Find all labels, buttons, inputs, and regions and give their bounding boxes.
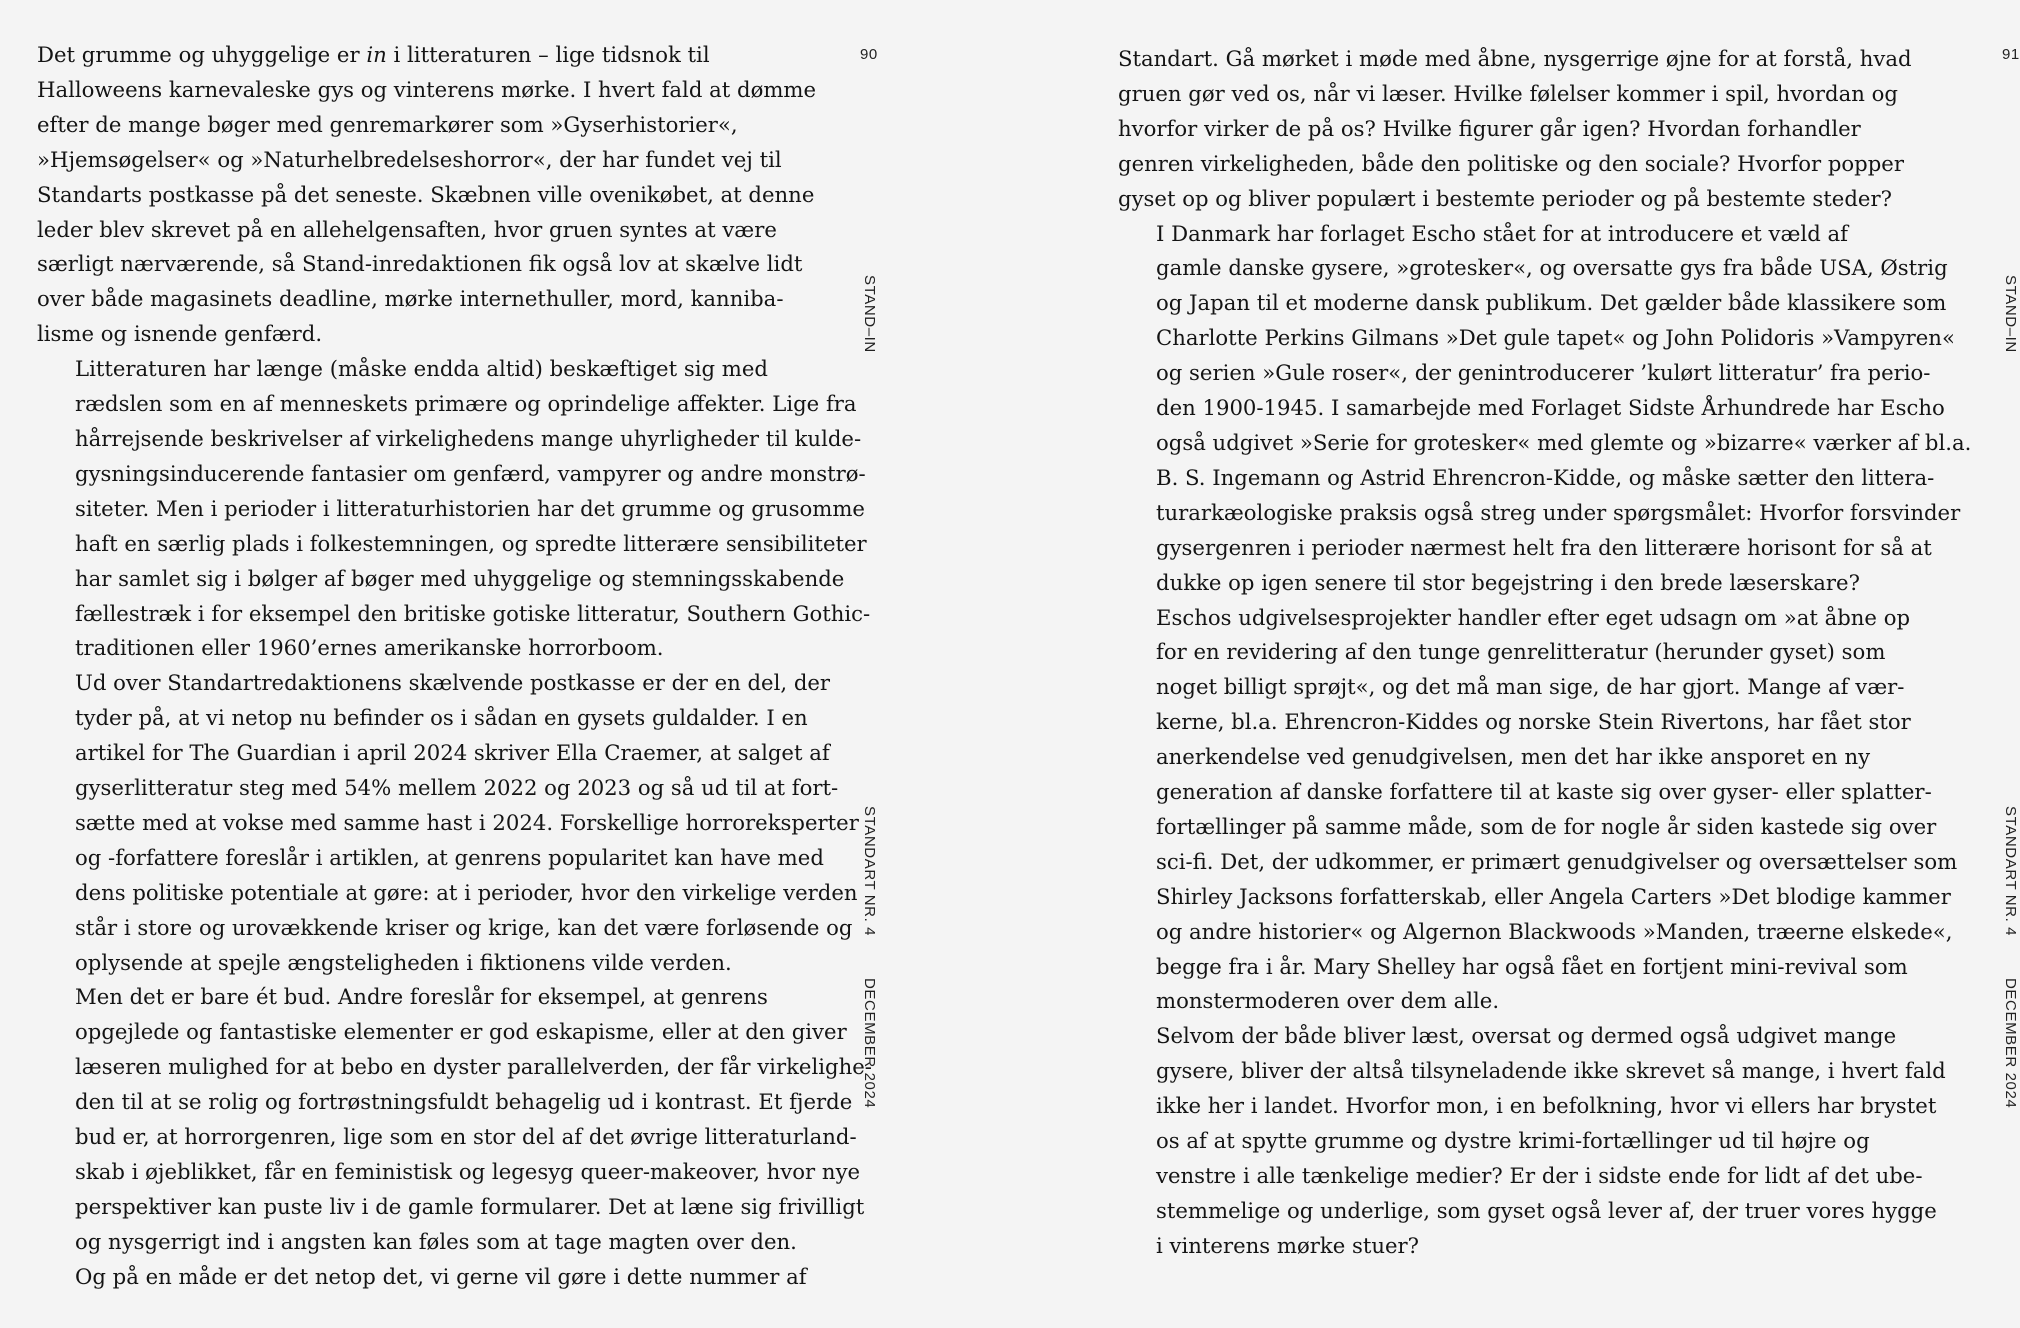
text-line: haft en særlig plads i folkestemningen, og spredte litterære sensibiliteter	[75, 530, 867, 556]
text-line: artikel for The Guardian i april 2024 skriver Ella Craemer, at salget af	[75, 740, 830, 766]
text-line: skab i øjeblikket, får en feministisk og legesyg queer-makeover, hvor nye	[75, 1159, 861, 1184]
paragraph	[37, 666, 859, 980]
paragraph	[1118, 1019, 1946, 1263]
text-fragment: i litteraturen – lige tidsnok til	[386, 42, 710, 67]
text-line: lisme og isnende genfærd.	[37, 321, 323, 347]
text-line: står i store og urovækkende kriser og krige, kan det være forløsende og	[75, 914, 853, 940]
text-line: og nysgerrigt ind i angsten kan føles som at tage magten over den.	[75, 1228, 797, 1254]
text-line: gruen gør ved os, når vi læser. Hvilke følelser kommer i spil, hvordan og	[1118, 80, 1898, 106]
text-line: anerkendelse ved genudgivelsen, men det har ikke ansporet en ny	[1156, 744, 1871, 770]
text-line: Standart. Gå mørket i møde med åbne, nysgerrige øjne for at forstå, hvad	[1118, 46, 1912, 71]
text-line: og -forfattere foreslår i artiklen, at genrens popularitet kan have med	[75, 844, 824, 870]
right-page	[960, 0, 2020, 1328]
text-line: Eschos udgivelsesprojekter handler efter eget udsagn om »at åbne op	[1156, 604, 1911, 630]
text-line: hvorfor virker de på os? Hvilke figurer går igen? Hvordan forhandler	[1118, 115, 1861, 141]
text-line: Halloweens karnevaleske gys og vinterens mørke. I hvert fald at dømme	[37, 76, 817, 102]
text-line: genren virkeligheden, både den politiske og den sociale? Hvorfor popper	[1118, 150, 1904, 176]
text-line	[37, 38, 797, 73]
text-line: efter de mange bøger med genremarkører som »Gyserhistorier«,	[37, 111, 738, 137]
text-line: dukke op igen senere til stor begejstring i den brede læserskare?	[1156, 569, 1860, 595]
text-line: og andre historier« og Algernon Blackwoods »Manden, træerne elskede«,	[1156, 918, 1953, 944]
text-line: Standarts postkasse på det seneste. Skæbnen ville ovenikøbet, at denne	[37, 181, 815, 207]
right-running-head-issue: STANDART NR. 4	[2002, 806, 2019, 937]
text-line: gyset op og bliver populært i bestemte perioder og på bestemte steder?	[1118, 185, 1892, 211]
text-line: dens politiske potentiale at gøre: at i perioder, hvor den virkelige verden	[75, 879, 858, 905]
text-line: kerne, bl.a. Ehrencron-Kiddes og norske Stein Rivertons, har fået stor	[1156, 709, 1911, 735]
text-line: ikke her i landet. Hvorfor mon, i en befolkning, hvor vi ellers har brystet	[1156, 1093, 1937, 1119]
text-line: den 1900-1945. I samarbejde med Forlaget Sidste Århundrede har Escho	[1156, 395, 1945, 421]
text-line: gamle danske gysere, »grotesker«, og oversatte gys fra både USA, Østrig	[1156, 255, 1948, 281]
text-line: Og på en måde er det netop det, vi gerne vil gøre i dette nummer af	[75, 1263, 807, 1289]
text-line: for en revidering af den tunge genrelitteratur (herunder gyset) som	[1156, 639, 1886, 665]
text-line: turarkæologiske praksis også streg under spørgsmålet: Hvorfor forsvinder	[1156, 499, 1961, 525]
text-line: har samlet sig i bølger af bøger med uhyggelige og stemningsskabende	[75, 565, 845, 591]
text-line: sætte med at vokse med samme hast i 2024. Forskellige horroreksperter	[75, 809, 859, 835]
text-line: den til at se rolig og fortrøstningsfuldt behagelig ud i kontrast. Et fjerde	[75, 1089, 853, 1115]
text-line: Litteraturen har længe (måske endda altid) beskæftiget sig med	[75, 356, 768, 382]
text-line: leder blev skrevet på en allehelgensaften, hvor gruen syntes at være	[37, 216, 777, 242]
text-line: monstermoderen over dem alle.	[1156, 988, 1500, 1014]
text-line: læseren mulighed for at bebo en dyster parallelverden, der får virkelighe-	[75, 1054, 872, 1080]
text-line: I Danmark har forlaget Escho stået for at introducere et væld af	[1156, 220, 1848, 246]
text-fragment: Det grumme og uhyggelige er	[37, 42, 367, 67]
text-line: os af at spytte grumme og dystre krimi-fortællinger ud til højre og	[1156, 1128, 1870, 1154]
right-page-number: 91	[2002, 46, 2020, 63]
text-line: gysningsinducerende fantasier om genfærd, vampyrer og andre monstrø-	[75, 460, 866, 486]
paragraph	[37, 1260, 807, 1295]
text-line: i vinterens mørke stuer?	[1156, 1232, 1420, 1258]
right-running-head-section: STAND–IN	[2002, 275, 2019, 353]
left-running-head-date: DECEMBER 2024	[861, 978, 878, 1109]
text-line: og serien »Gule roser«, der genintroducerer ’kulørt litteratur’ fra perio-	[1156, 360, 1931, 386]
text-line: Men det er bare ét bud. Andre foreslår for eksempel, at genrens	[75, 984, 768, 1010]
paragraph	[1118, 601, 1958, 1020]
paragraph	[37, 352, 871, 666]
paragraph	[1118, 42, 1912, 217]
paragraph	[1118, 217, 1972, 601]
text-line: »Hjemsøgelser« og »Naturhelbredelseshorror«, der har fundet vej til	[37, 146, 782, 172]
text-line: Shirley Jacksons forfatterskab, eller Angela Carters »Det blodige kammer	[1156, 883, 1951, 909]
text-line: hårrejsende beskrivelser af virkelighedens mange uhyrligheder til kulde-	[75, 425, 862, 451]
text-line: Selvom der både bliver læst, oversat og dermed også udgivet mange	[1156, 1023, 1897, 1049]
left-running-head-issue: STANDART NR. 4	[861, 806, 878, 937]
text-line: Ud over Standartredaktionens skælvende postkasse er der en del, der	[75, 670, 831, 696]
text-line: sci-fi. Det, der udkommer, er primært genudgivelser og oversættelser som	[1156, 848, 1958, 874]
text-line: bud er, at horrorgenren, lige som en stor del af det øvrige litteraturland-	[75, 1124, 857, 1150]
text-line: noget billigt sprøjt«, og det må man sige, de har gjort. Mange af vær-	[1156, 674, 1905, 700]
text-line: gyserlitteratur steg med 54% mellem 2022 og 2023 og så ud til at fort-	[75, 775, 839, 801]
right-text-column	[1118, 42, 1972, 1264]
text-line: siteter. Men i perioder i litteraturhistorien har det grumme og grusomme	[75, 495, 865, 521]
text-line: rædslen som en af menneskets primære og oprindelige affekter. Lige fra	[75, 391, 857, 417]
text-line: fortællinger på samme måde, som de for nogle år siden kastede sig over	[1156, 813, 1937, 839]
text-line: B. S. Ingemann og Astrid Ehrencron-Kidde, og måske sætter den littera-	[1156, 464, 1935, 490]
text-line: generation af danske forfattere til at kaste sig over gyser- eller splatter-	[1156, 779, 1932, 805]
italic-word: in	[366, 42, 387, 67]
text-line: stemmelige og underlige, som gyset også lever af, der truer vores hygge	[1156, 1197, 1937, 1223]
text-line: særligt nærværende, så Stand-inredaktionen fik også lov at skælve lidt	[37, 251, 803, 277]
left-running-head-section: STAND–IN	[861, 275, 878, 353]
text-line: oplysende at spejle ængsteligheden i fiktionens vilde verden.	[75, 949, 732, 975]
left-page	[0, 0, 960, 1328]
text-line: opgejlede og fantastiske elementer er god eskapisme, eller at den giver	[75, 1019, 847, 1045]
paragraph	[37, 38, 817, 352]
text-line: og Japan til et moderne dansk publikum. Det gælder både klassikere som	[1156, 290, 1947, 316]
text-line: tyder på, at vi netop nu befinder os i sådan en gysets guldalder. I en	[75, 705, 808, 731]
right-running-head-date: DECEMBER 2024	[2002, 978, 2019, 1109]
text-line: venstre i alle tænkelige medier? Er der i sidste ende for lidt af det ube-	[1156, 1163, 1923, 1188]
text-line: traditionen eller 1960’ernes amerikanske horrorboom.	[75, 635, 664, 661]
text-line: over både magasinets deadline, mørke internethuller, mord, kanniba-	[37, 286, 784, 312]
text-line: perspektiver kan puste liv i de gamle formularer. Det at læne sig frivilligt	[75, 1193, 865, 1219]
text-line: fællestræk i for eksempel den britiske gotiske litteratur, Southern Gothic-	[75, 600, 871, 626]
text-line: begge fra i år. Mary Shelley har også fået en fortjent mini-revival som	[1156, 953, 1908, 979]
text-line: gysere, bliver der altså tilsyneladende ikke skrevet så mange, i hvert fald	[1156, 1058, 1946, 1084]
left-page-number: 90	[860, 46, 878, 63]
text-line: gysergenren i perioder nærmest helt fra den litterære horisont for så at	[1156, 534, 1932, 560]
text-line: også udgivet »Serie for grotesker« med glemte og »bizarre« værker af bl.a.	[1156, 429, 1972, 455]
text-line: Charlotte Perkins Gilmans »Det gule tapet« og John Polidoris »Vampyren«	[1156, 325, 1955, 351]
